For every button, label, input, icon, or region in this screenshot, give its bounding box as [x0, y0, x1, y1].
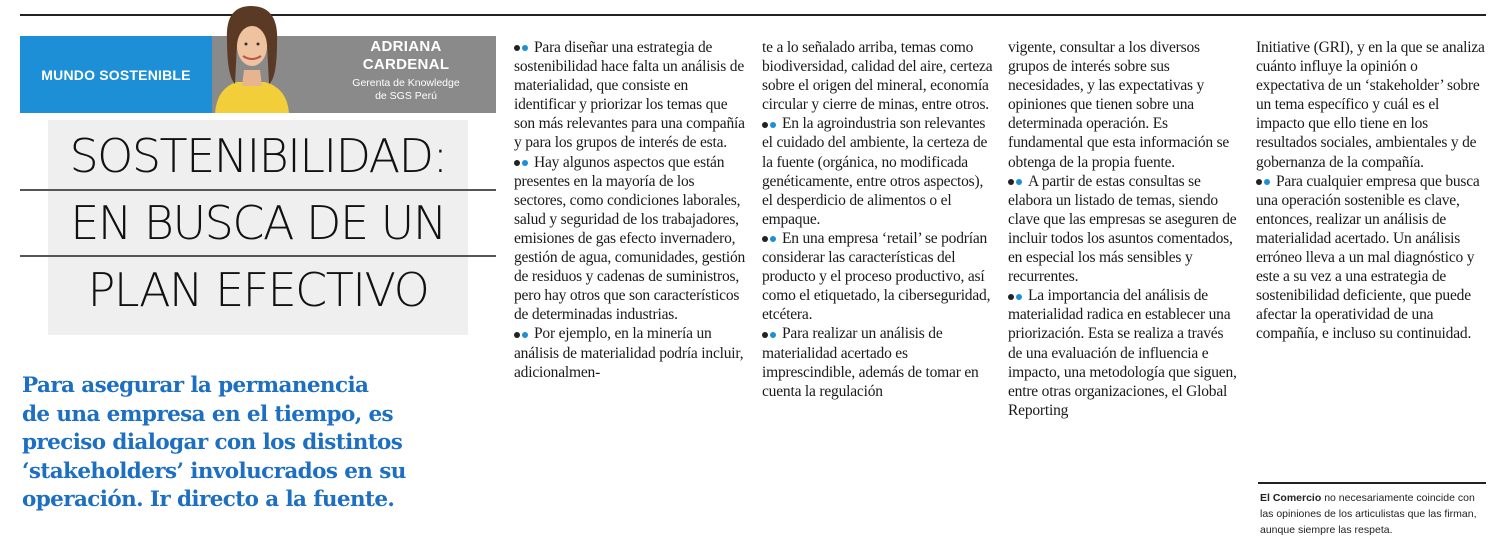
bullet-dots-icon [1008, 292, 1028, 302]
author-role-line1: Gerenta de Knowledge [352, 77, 460, 89]
bullet-dots-icon [514, 43, 534, 53]
headline-rule-2 [20, 255, 496, 257]
paragraph: En la agroindustria son relevantes el cuidado del ambiente, la certeza de la fuente (orgánica, no modificada genéticamente, entre otros aspectos), el desperdicio de alimentos o el empaque. [762, 115, 988, 228]
author-name-line1: ADRIANA [370, 38, 442, 55]
disclaimer-rule [1258, 482, 1486, 484]
deck-line-2: de una empresa en el tiempo, es [22, 401, 394, 427]
author-block [326, 38, 486, 103]
paragraph: Hay algunos aspectos que están presentes en la mayoría de los sectores, como condiciones laborales, salud y seguridad de los trabajadores, emisiones de gas efecto invernadero, gestión de agua, comunidades, gestión de residuos y cadenas de suministros, pero hay otros que son característicos de determinadas industrias. [514, 153, 746, 324]
paragraph: A partir de estas consultas se elabora un listado de temas, siendo clave que las empresas se aseguren de incluir todos los asuntos comentados, en especial los más sensibles y recurrentes. [1008, 172, 1237, 286]
author-portrait [207, 0, 295, 113]
disclaimer-text: no necesariamente coincide con las opiniones de los articulistas que las firman, aunque siempre las respeta. [1260, 492, 1477, 536]
paragraph: Para realizar un análisis de materialidad acertado es imprescindible, además de tomar en cuenta la regulación [762, 325, 979, 400]
deck-line-5: operación. Ir directo a la fuente. [22, 487, 395, 512]
bullet-dots-icon [1008, 177, 1028, 187]
body-column-1 [514, 38, 746, 382]
bullet-dots-icon [762, 330, 782, 340]
paragraph: te a lo señalado arriba, temas como biodiversidad, calidad del aire, certeza sobre el origen del mineral, economía circular y cierre de minas, entre otros. [762, 39, 993, 114]
bullet-dots-icon [1256, 177, 1276, 187]
paragraph: La importancia del análisis de materialidad radica en establecer una priorización. Esta se realiza a través de una evaluación de influencia e impacto, una metodología que siguen, entre otras organizaciones, el Global Reporting [1008, 287, 1237, 419]
author-role-line2: de SGS Perú [375, 90, 437, 102]
paragraph: Por ejemplo, en la minería un análisis de materialidad podría incluir, adicionalmen- [514, 325, 744, 381]
deck-line-4: ‘stakeholders’ involucrados en su [22, 458, 406, 484]
disclaimer [1260, 490, 1488, 538]
bullet-dots-icon [762, 120, 782, 130]
deck-subheadline [22, 372, 492, 515]
headline-line-1: SOSTENIBILIDAD: [69, 129, 447, 183]
paragraph: Initiative (GRI), y en la que se analiza cuánto influye la opinión o expectativa de un ‘stakeholder’ sobre un tema específico y cuál es el impacto que ello tiene en los resultados sociales, ambientales y de gobernanza de la compañía. [1256, 39, 1485, 171]
paragraph: Para diseñar una estrategia de sostenibilidad hace falta un análisis de materialidad, que consiste en identificar y priorizar los temas que son más relevantes para una compañía y para los grupos de interés de esta. [514, 39, 745, 152]
section-label: MUNDO SOSTENIBLE [20, 36, 212, 113]
paragraph: Para cualquier empresa que busca una operación sostenible es clave, entonces, realizar un análisis de materialidad acertado. Un análisis erróneo lleva a un mal diagnóstico y este a su vez a una estrategia de sostenibilidad deficiente, que puede afectar la operatividad de una compañía, e incluso su continuidad. [1256, 172, 1480, 343]
headline-line-3: PLAN EFECTIVO [87, 263, 429, 317]
headline-line-2: EN BUSCA DE UN [70, 196, 446, 250]
bullet-dots-icon [514, 158, 534, 168]
bullet-dots-icon [514, 330, 534, 340]
deck-line-1: Para asegurar la permanencia [22, 373, 369, 398]
deck-line-3: preciso dialogar con los distintos [22, 430, 403, 455]
disclaimer-publication: El Comercio [1260, 492, 1322, 504]
paragraph: vigente, consultar a los diversos grupos de interés sobre sus necesidades, y las expectativas y opiniones que tienen sobre una determinada operación. Es fundamental que esta información se obtenga de la propia fuente. [1008, 39, 1230, 171]
bullet-dots-icon [762, 234, 782, 244]
paragraph: En una empresa ‘retail’ se podrían considerar las características del producto y el proceso productivo, así como el etiquetado, la ciberseguridad, etcétera. [762, 229, 991, 324]
headline-rule-1 [20, 189, 496, 191]
body-column-3 [1008, 38, 1240, 420]
body-column-4 [1256, 38, 1488, 344]
body-column-2 [762, 38, 994, 401]
author-name-line2: CARDENAL [362, 56, 450, 73]
